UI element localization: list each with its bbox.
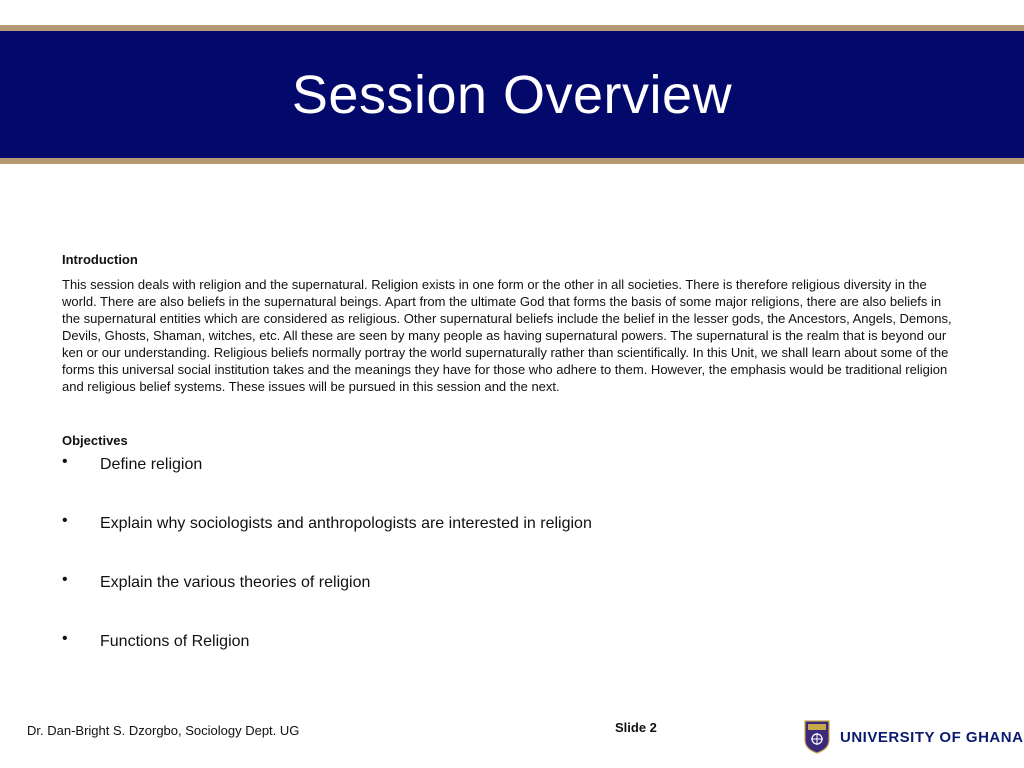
bullet-icon: • — [62, 453, 68, 470]
university-name: UNIVERSITY OF GHANA — [840, 728, 1024, 746]
title-band — [0, 31, 1024, 158]
list-item — [62, 631, 962, 690]
objectives-list — [62, 454, 962, 690]
footer-author: Dr. Dan-Bright S. Dzorgbo, Sociology Dept. UG — [27, 723, 300, 738]
slide-title: Session Overview — [291, 64, 733, 125]
introduction-paragraph: This session deals with religion and the supernatural. Religion exists in one form or the other in all societies. There is therefore religious diversity in the world. There are also beliefs in the supernatural beings. Apart from the ultimate God that forms the basis of some major religions, there are also beliefs in the supernatural entities which are considered as religious. Other supernatural beliefs include the belief in the lesser gods, the Ancestors, Angels, Demons, Devils, Ghosts, Shaman, witches, etc. All these are seen by many people as having supernatural powers. The supernatural is the realm that is beyond our ken or our understanding. Religious beliefs normally portray the world supernaturally rather than scientifically. In this Unit, we shall learn about some of the forms this universal social institution takes and the meanings they have for those who adhere to them. However, the emphasis would be traditional religion and religious belief systems. These issues will be pursued in this session and the next. — [62, 277, 952, 394]
slide-content — [62, 252, 962, 690]
introduction-heading: Introduction — [62, 252, 138, 267]
bullet-icon: • — [62, 512, 68, 529]
objective-text: Functions of Religion — [100, 633, 250, 650]
university-logo — [804, 720, 1023, 754]
list-item — [62, 513, 962, 572]
university-crest-icon — [804, 720, 830, 754]
list-item — [62, 454, 962, 513]
objective-text: Explain the various theories of religion — [100, 574, 371, 591]
bottom-gold-rule — [0, 158, 1024, 164]
slide-number: Slide 2 — [615, 720, 657, 735]
objectives-heading: Objectives — [62, 433, 128, 448]
bullet-icon: • — [62, 630, 68, 647]
objective-text: Define religion — [100, 456, 203, 473]
objective-text: Explain why sociologists and anthropologists are interested in religion — [100, 515, 592, 532]
list-item — [62, 572, 962, 631]
bullet-icon: • — [62, 571, 68, 588]
